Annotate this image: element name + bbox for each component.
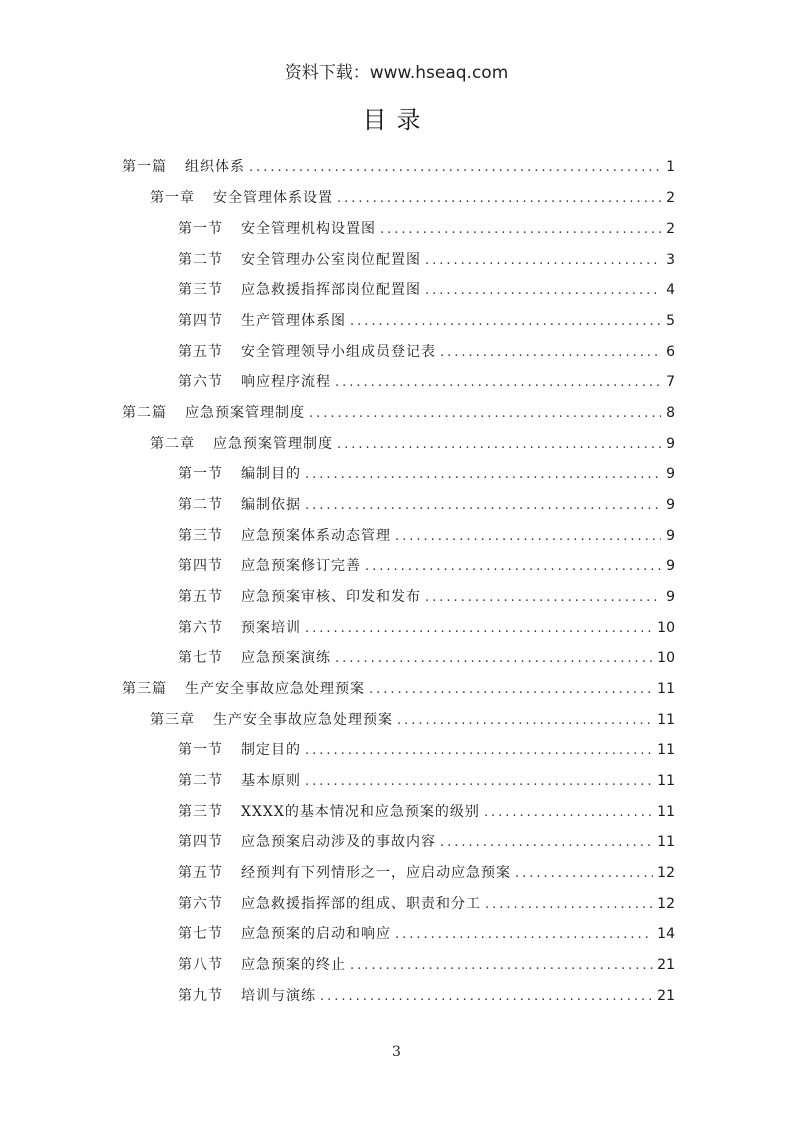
toc-entry[interactable] (0, 922, 675, 946)
toc-entry-number: 第四节 (178, 834, 223, 850)
toc-entry-page: 11 (657, 712, 675, 728)
toc-entry-label: 应急预案管理制度 (213, 436, 333, 452)
toc-entry[interactable] (0, 800, 675, 824)
toc-entry-number: 第一节 (178, 466, 223, 482)
toc-entry-number: 第一节 (178, 221, 223, 237)
toc-leader-dots (309, 402, 661, 426)
toc-entry-page: 4 (666, 282, 675, 298)
toc-entry-number: 第三节 (178, 804, 223, 820)
toc-entry-page: 10 (657, 650, 675, 666)
toc-entry-number: 第二节 (178, 252, 223, 268)
toc-entry-number: 第八节 (178, 957, 223, 973)
toc-entry[interactable] (0, 677, 675, 701)
toc-entry[interactable] (0, 616, 675, 640)
toc-entry-number: 第一篇 (122, 159, 167, 175)
toc-entry-label: 生产安全事故应急处理预案 (185, 681, 365, 697)
toc-leader-dots (365, 555, 661, 579)
toc-entry[interactable] (0, 646, 675, 670)
toc-entry[interactable] (0, 585, 675, 609)
toc-entry[interactable] (0, 278, 675, 302)
toc-leader-dots (305, 770, 653, 794)
toc-entry-page: 14 (657, 926, 675, 942)
toc-entry[interactable] (0, 309, 675, 333)
toc-entry-label: 应急预案管理制度 (185, 405, 305, 421)
toc-entry-page: 9 (666, 466, 675, 482)
toc-entry-number: 第二节 (178, 773, 223, 789)
toc-entry-label: XXXX的基本情况和应急预案的级别 (241, 804, 480, 820)
toc-entry[interactable] (0, 155, 675, 179)
toc-entry[interactable] (0, 524, 675, 548)
toc-entry-label: 应急预案审核、印发和发布 (241, 589, 421, 605)
page-number: 3 (392, 1044, 401, 1060)
toc-entry[interactable] (0, 708, 675, 732)
toc-entry-number: 第二章 (150, 436, 195, 452)
toc-leader-dots (350, 954, 653, 978)
toc-leader-dots (440, 341, 661, 365)
toc-entry-number: 第九节 (178, 988, 223, 1004)
toc-entry-page: 11 (657, 742, 675, 758)
toc-entry-number: 第三节 (178, 528, 223, 544)
toc-entry-number: 第五节 (178, 589, 223, 605)
toc-entry[interactable] (0, 432, 675, 456)
toc-entry[interactable] (0, 953, 675, 977)
toc-entry[interactable] (0, 892, 675, 916)
page-header: 资料下载：www.hseaq.com (284, 63, 509, 83)
toc-entry-page: 9 (666, 497, 675, 513)
toc-entry-label: 经预判有下列情形之一，应启动应急预案 (241, 865, 511, 881)
toc-leader-dots (369, 678, 653, 702)
toc-leader-dots (305, 494, 661, 518)
toc-entry-label: 生产安全事故应急处理预案 (213, 712, 393, 728)
toc-entry-number: 第五节 (178, 344, 223, 360)
toc-entry[interactable] (0, 462, 675, 486)
toc-entry-label: 基本原则 (241, 773, 301, 789)
toc-entry[interactable] (0, 554, 675, 578)
toc-entry[interactable] (0, 493, 675, 517)
toc-entry[interactable] (0, 769, 675, 793)
toc-leader-dots (484, 801, 653, 825)
toc-entry-page: 2 (666, 221, 675, 237)
toc-entry-page: 2 (666, 190, 675, 206)
toc-entry-number: 第三节 (178, 282, 223, 298)
toc-entry-number: 第六节 (178, 374, 223, 390)
toc-entry-label: 应急预案的启动和响应 (241, 926, 391, 942)
toc-leader-dots (305, 463, 661, 487)
toc-entry[interactable] (0, 370, 675, 394)
toc-entry-page: 5 (666, 313, 675, 329)
toc-entry-page: 12 (657, 865, 675, 881)
toc-entry-label: 应急救援指挥部的组成、职责和分工 (241, 896, 481, 912)
toc-entry-number: 第六节 (178, 620, 223, 636)
toc-entry-number: 第一节 (178, 742, 223, 758)
toc-entry-number: 第三章 (150, 712, 195, 728)
toc-leader-dots (337, 433, 661, 457)
toc-entry[interactable] (0, 738, 675, 762)
toc-entry[interactable] (0, 401, 675, 425)
toc-entry-page: 3 (666, 252, 675, 268)
toc-leader-dots (380, 218, 661, 242)
toc-leader-dots (440, 831, 653, 855)
toc-entry-number: 第一章 (150, 190, 195, 206)
toc-entry-label: 应急救援指挥部岗位配置图 (241, 282, 421, 298)
toc-entry-page: 9 (666, 558, 675, 574)
toc-entry-page: 12 (657, 896, 675, 912)
toc-entry-label: 应急预案启动涉及的事故内容 (241, 834, 436, 850)
toc-leader-dots (320, 985, 653, 1009)
toc-leader-dots (425, 279, 661, 303)
toc-entry-label: 预案培训 (241, 620, 301, 636)
toc-entry-label: 安全管理领导小组成员登记表 (241, 344, 436, 360)
toc-entry-label: 安全管理机构设置图 (241, 221, 376, 237)
toc-entry-label: 制定目的 (241, 742, 301, 758)
toc-leader-dots (335, 647, 653, 671)
toc-entry[interactable] (0, 830, 675, 854)
toc-entry-page: 11 (657, 834, 675, 850)
toc-entry[interactable] (0, 984, 675, 1008)
toc-entry-number: 第三篇 (122, 681, 167, 697)
toc-entry-label: 编制依据 (241, 497, 301, 513)
toc-entry-label: 组织体系 (185, 159, 245, 175)
toc-entry-page: 11 (657, 773, 675, 789)
toc-entry-label: 安全管理体系设置 (213, 190, 333, 206)
toc-entry-page: 9 (666, 436, 675, 452)
toc-entry-number: 第四节 (178, 313, 223, 329)
toc-entry-number: 第四节 (178, 558, 223, 574)
toc-entry-label: 生产管理体系图 (241, 313, 346, 329)
toc-entry-label: 应急预案演练 (241, 650, 331, 666)
toc-entry-label: 应急预案修订完善 (241, 558, 361, 574)
toc-leader-dots (249, 156, 661, 180)
toc-entry[interactable] (0, 248, 675, 272)
toc-leader-dots (485, 893, 653, 917)
toc-leader-dots (335, 371, 661, 395)
toc-entry-page: 9 (666, 528, 675, 544)
toc-entry[interactable] (0, 217, 675, 241)
toc-entry-label: 应急预案的终止 (241, 957, 346, 973)
toc-entry-label: 培训与演练 (241, 988, 316, 1004)
toc-entry-label: 应急预案体系动态管理 (241, 528, 391, 544)
toc-entry-label: 安全管理办公室岗位配置图 (241, 252, 421, 268)
toc-entry-page: 11 (657, 804, 675, 820)
page-title: 目录 (362, 106, 431, 134)
toc-entry-page: 11 (657, 681, 675, 697)
toc-leader-dots (515, 862, 653, 886)
toc-leader-dots (425, 249, 661, 273)
toc-entry-page: 8 (666, 405, 675, 421)
toc-entry-label: 响应程序流程 (241, 374, 331, 390)
toc-entry-number: 第七节 (178, 926, 223, 942)
toc-entry-page: 6 (666, 344, 675, 360)
toc-leader-dots (425, 586, 661, 610)
toc-entry-page: 21 (657, 988, 675, 1004)
toc-leader-dots (350, 310, 661, 334)
toc-entry[interactable] (0, 861, 675, 885)
toc-leader-dots (397, 709, 653, 733)
toc-entry-number: 第五节 (178, 865, 223, 881)
toc-leader-dots (337, 187, 661, 211)
toc-leader-dots (305, 739, 653, 763)
toc-entry[interactable] (0, 340, 675, 364)
toc-entry-page: 21 (657, 957, 675, 973)
toc-entry-page: 10 (657, 620, 675, 636)
toc-leader-dots (395, 923, 653, 947)
toc-entry-page: 9 (666, 589, 675, 605)
toc-entry-number: 第七节 (178, 650, 223, 666)
toc-entry-number: 第二篇 (122, 405, 167, 421)
toc-entry-number: 第六节 (178, 896, 223, 912)
toc-leader-dots (395, 525, 661, 549)
toc-entry-page: 1 (666, 159, 675, 175)
toc-entry-page: 7 (666, 374, 675, 390)
toc-entry-number: 第二节 (178, 497, 223, 513)
toc-entry[interactable] (0, 186, 675, 210)
toc-entry-label: 编制目的 (241, 466, 301, 482)
toc-leader-dots (305, 617, 653, 641)
